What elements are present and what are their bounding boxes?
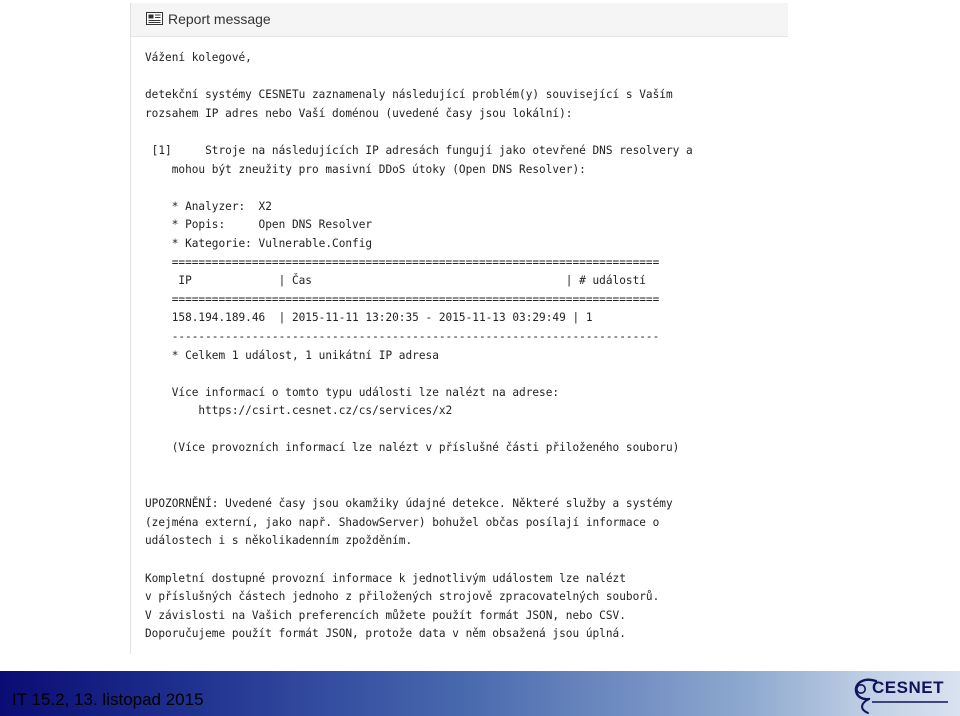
logo-wordmark: CESNET	[872, 678, 944, 697]
message-body: Vážení kolegové, detekční systémy CESNETu zaznamenaly následující problém(y) související s Vaším rozsahem IP adres nebo Vaší doménou (uvedené časy jsou lokální): [1] Stroje na následujících IP adresách fungují jako otevřené DNS resolvery a mohou být zneužity pro masivní DDoS útoky (Open DNS Resolver): * Analyzer: X2 * Popis: Open DNS Resolver * Kategorie: Vulnerable.Config ========================================================================= IP | Čas | # událostí ========================================================================= 158.194.189.46 | 2015-11-11 13:20:35 - 2015-11-13 03:29:49 | 1 ------------------------------------------------------------------------- * Celkem 1 událost, 1 unikátní IP adresa Více informací o tomto typu události lze nalézt na adrese: https://csirt.cesnet.cz/cs/services/x2 (Více provozních informací lze nalézt v příslušné části přiloženého souboru) UPOZORNĚNÍ: Uvedené časy jsou okamžiky údajné detekce. Některé služby a systémy (zejména externí, jako např. ShadowServer) bohužel občas posílají informace o událostech i s několikadenním zpožděním. Kompletní dostupné provozní informace k jednotlivým událostem lze nalézt v příslušných částech jednoho z přiložených strojově zpracovatelných souborů. V závislosti na Vašich preferencích můžete použít formát JSON, nebo CSV. Doporučujeme použít formát JSON, protože data v něm obsažená jsou úplná.	[145, 51, 693, 641]
envelope-icon	[146, 12, 163, 25]
cesnet-logo	[852, 673, 952, 715]
panel-title: Report message	[168, 11, 271, 27]
footer-text: IT 15.2, 13. listopad 2015	[12, 690, 204, 709]
panel-header	[131, 3, 788, 37]
report-message-panel	[130, 3, 788, 654]
footer-bar	[0, 671, 960, 716]
